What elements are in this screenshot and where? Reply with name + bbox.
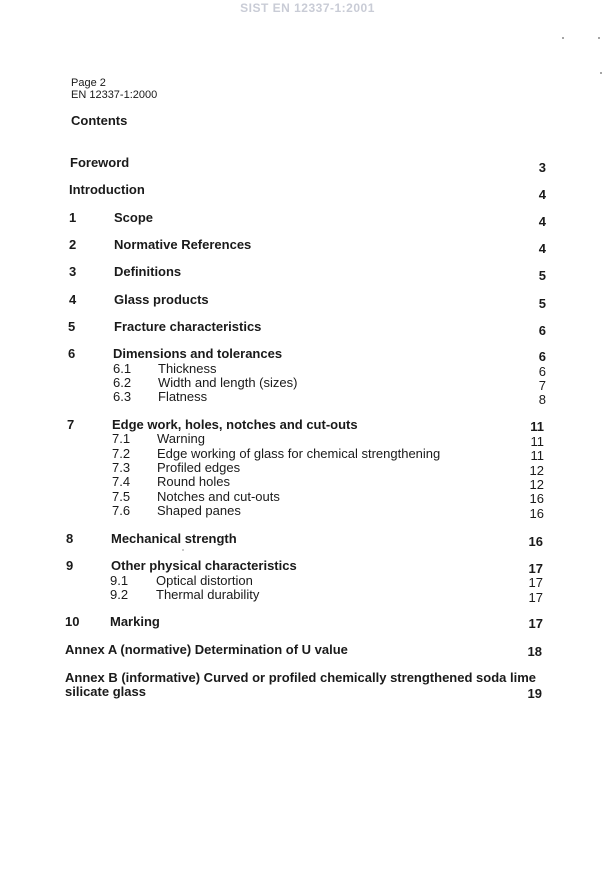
toc-page: 16 — [529, 506, 544, 521]
toc-optical-distortion[interactable]: Optical distortion — [156, 573, 253, 588]
toc-thickness[interactable]: Thickness — [158, 361, 217, 376]
toc-number: 7.6 — [112, 503, 131, 518]
toc-scope[interactable]: Scope — [114, 210, 154, 225]
toc-page: 16 — [528, 534, 543, 549]
toc-number: 7.4 — [112, 474, 131, 489]
toc-page: 17 — [528, 561, 543, 576]
toc-page: 11 — [530, 419, 544, 434]
toc-number: 8 — [66, 531, 74, 546]
toc-number: 1 — [69, 210, 77, 225]
toc-page: 17 — [528, 575, 543, 590]
toc-number: 2 — [69, 237, 77, 252]
toc-number: 6.2 — [113, 375, 132, 390]
toc-page: 6 — [538, 323, 546, 338]
toc-number: 6.3 — [113, 389, 132, 404]
contents-title: Contents — [71, 113, 128, 128]
toc-number: 6 — [68, 346, 76, 361]
toc-edge-work[interactable]: Edge work, holes, notches and cut-outs — [112, 417, 358, 432]
toc-number: 9 — [66, 558, 74, 573]
toc-number: 3 — [69, 264, 77, 279]
toc-dimensions-and-tolerances[interactable]: Dimensions and tolerances — [113, 346, 283, 361]
toc-introduction[interactable]: Introduction — [69, 182, 145, 197]
toc-number: 7 — [67, 417, 75, 432]
toc-number: 4 — [69, 292, 77, 307]
toc-page: 3 — [538, 160, 546, 175]
standard-id: EN 12337-1:2000 — [71, 89, 158, 101]
toc-number: 6.1 — [113, 361, 132, 376]
toc-page: 4 — [538, 187, 546, 202]
toc-other-physical-characteristics[interactable]: Other physical characteristics — [111, 558, 297, 573]
toc-shaped-panes[interactable]: Shaped panes — [157, 503, 241, 518]
toc-page: 4 — [538, 241, 546, 256]
toc-page: 19 — [527, 686, 542, 701]
toc-number: 7.5 — [112, 489, 131, 504]
toc-normative-references[interactable]: Normative References — [114, 237, 252, 252]
toc-definitions[interactable]: Definitions — [114, 264, 182, 279]
toc-marking[interactable]: Marking — [110, 614, 160, 629]
toc-notches-and-cut-outs[interactable]: Notches and cut-outs — [157, 489, 280, 504]
scan-speck — [562, 37, 564, 39]
toc-page: 18 — [527, 644, 542, 659]
toc-page: 6 — [538, 364, 546, 379]
toc-number: 9.1 — [110, 573, 129, 588]
toc-page: 5 — [538, 268, 546, 283]
toc-flatness[interactable]: Flatness — [158, 389, 208, 404]
scan-speck — [182, 549, 184, 551]
toc-page: 12 — [529, 477, 544, 492]
toc-number: 7.2 — [112, 446, 131, 461]
scan-speck — [600, 72, 602, 74]
page-number: Page 2 — [71, 77, 106, 89]
toc-page: 16 — [529, 491, 544, 506]
toc-number: 10 — [65, 614, 80, 629]
toc-page: 6 — [538, 349, 546, 364]
toc-page: 17 — [528, 590, 543, 605]
toc-fracture-characteristics[interactable]: Fracture characteristics — [114, 319, 262, 334]
watermark: SIST EN 12337-1:2001 — [240, 1, 375, 15]
toc-page: 11 — [530, 434, 544, 449]
toc-profiled-edges[interactable]: Profiled edges — [157, 460, 241, 475]
toc-annex-a[interactable]: Annex A (normative) Determination of U value — [65, 642, 348, 657]
toc-page: 12 — [529, 463, 544, 478]
toc-warning[interactable]: Warning — [157, 431, 205, 446]
toc-width-and-length[interactable]: Width and length (sizes) — [158, 375, 298, 390]
toc-page: 5 — [538, 296, 546, 311]
toc-round-holes[interactable]: Round holes — [157, 474, 230, 489]
toc-thermal-durability[interactable]: Thermal durability — [156, 587, 260, 602]
toc-annex-b[interactable]: Annex B (informative) Curved or profiled chemically strengthened soda lime — [65, 670, 536, 685]
scan-speck — [598, 37, 600, 39]
toc-foreword[interactable]: Foreword — [70, 155, 130, 170]
toc-annex-b-continued: silicate glass — [65, 684, 146, 699]
toc-page: 4 — [538, 214, 546, 229]
toc-number: 7.1 — [112, 431, 131, 446]
toc-page: 8 — [538, 392, 546, 407]
toc-glass-products[interactable]: Glass products — [114, 292, 209, 307]
toc-mechanical-strength[interactable]: Mechanical strength — [111, 531, 237, 546]
toc-edge-working[interactable]: Edge working of glass for chemical strengthening — [157, 446, 441, 461]
toc-page: 17 — [528, 616, 543, 631]
toc-number: 7.3 — [112, 460, 131, 475]
toc-number: 5 — [68, 319, 76, 334]
toc-page: 7 — [538, 378, 546, 393]
toc-number: 9.2 — [110, 587, 129, 602]
toc-page: 11 — [530, 448, 544, 463]
